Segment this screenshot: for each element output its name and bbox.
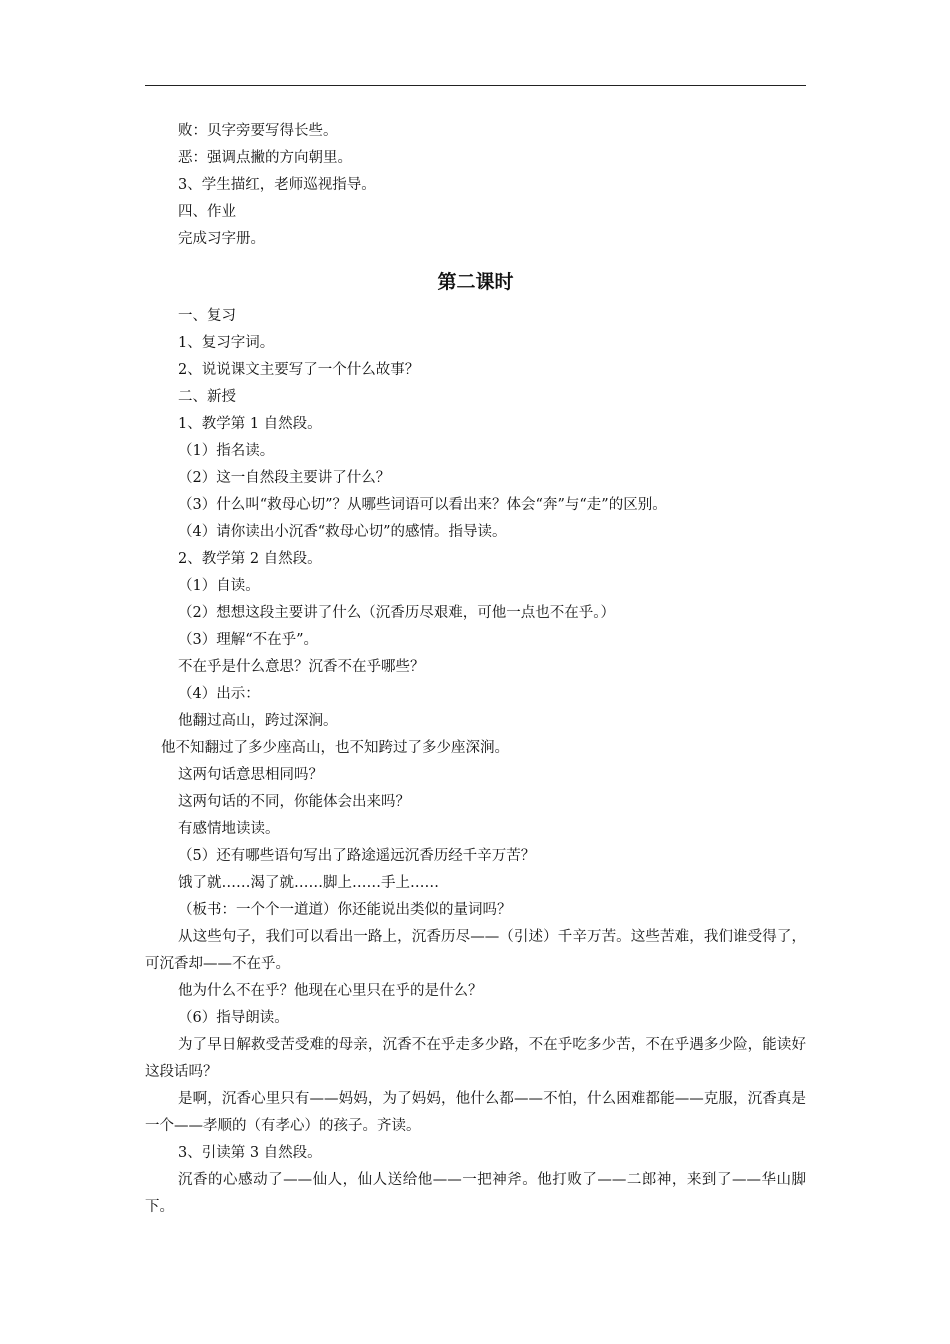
- section-title: 第二课时: [437, 271, 514, 293]
- paragraph: 是啊，沉香心里只有——妈妈，为了妈妈，他什么都——不怕，什么困难都能——克服，沉香真是一个——孝顺的（有孝心）的孩子。齐读。: [145, 1091, 806, 1134]
- text-line: 3、引读第 3 自然段。: [178, 1145, 322, 1161]
- text-line: （2）想想这段主要讲了什么（沉香历尽艰难，可他一点也不在乎。）: [178, 605, 615, 621]
- text-line: 完成习字册。: [178, 231, 265, 247]
- text-line: 四、作业: [178, 204, 236, 220]
- text-line: 这两句话意思相同吗？: [178, 767, 323, 783]
- text-line: 这两句话的不同，你能体会出来吗？: [178, 794, 410, 810]
- text-line: 二、新授: [178, 389, 236, 405]
- text-line: （板书：一个个一道道）你还能说出类似的量词吗？: [178, 902, 512, 918]
- text-line: 饿了就……渴了就……脚上……手上……: [178, 875, 439, 891]
- text-line: 败：贝字旁要写得长些。: [178, 123, 338, 139]
- text-line: 恶：强调点撇的方向朝里。: [178, 150, 352, 166]
- text-line: 他不知翻过了多少座高山，也不知跨过了多少座深涧。: [161, 740, 509, 756]
- text-line: （3）理解“不在乎”。: [178, 632, 319, 648]
- text-line: 3、学生描红，老师巡视指导。: [178, 177, 376, 193]
- text-line: （3）什么叫“救母心切”？从哪些词语可以看出来？体会“奔”与“走”的区别。: [178, 497, 667, 513]
- paragraph: 为了早日解救受苦受难的母亲，沉香不在乎走多少路，不在乎吃多少苦，不在乎遇多少险，能读好这段话吗？: [145, 1037, 806, 1080]
- text-line: 他翻过高山，跨过深涧。: [178, 713, 338, 729]
- text-line: （4）请你读出小沉香“救母心切”的感情。指导读。: [178, 524, 507, 540]
- paragraph: 沉香的心感动了——仙人，仙人送给他——一把神斧。他打败了——二郎神，来到了——华山脚下。: [145, 1172, 806, 1215]
- paragraph: 从这些句子，我们可以看出一路上，沉香历尽——（引述）千辛万苦。这些苦难，我们谁受得了，可沉香却——不在乎。: [145, 929, 806, 972]
- text-line: （5）还有哪些语句写出了路途遥远沉香历经千辛万苦？: [178, 848, 536, 864]
- document-body: [145, 118, 806, 1221]
- text-line: （1）指名读。: [178, 443, 275, 459]
- text-line: 2、说说课文主要写了一个什么故事？: [178, 362, 420, 378]
- text-line: 1、复习字词。: [178, 335, 275, 351]
- text-line: 不在乎是什么意思？沉香不在乎哪些？: [178, 659, 425, 675]
- text-line: 1、教学第 1 自然段。: [178, 416, 322, 432]
- text-line: 他为什么不在乎？他现在心里只在乎的是什么？: [178, 983, 483, 999]
- text-line: （1）自读。: [178, 578, 260, 594]
- text-line: 有感情地读读。: [178, 821, 280, 837]
- text-line: （2）这一自然段主要讲了什么？: [178, 470, 391, 486]
- text-line: （4）出示：: [178, 686, 260, 702]
- text-line: 2、教学第 2 自然段。: [178, 551, 322, 567]
- header-rule: [145, 85, 806, 86]
- text-line: 一、复习: [178, 308, 236, 324]
- text-line: （6）指导朗读。: [178, 1010, 289, 1026]
